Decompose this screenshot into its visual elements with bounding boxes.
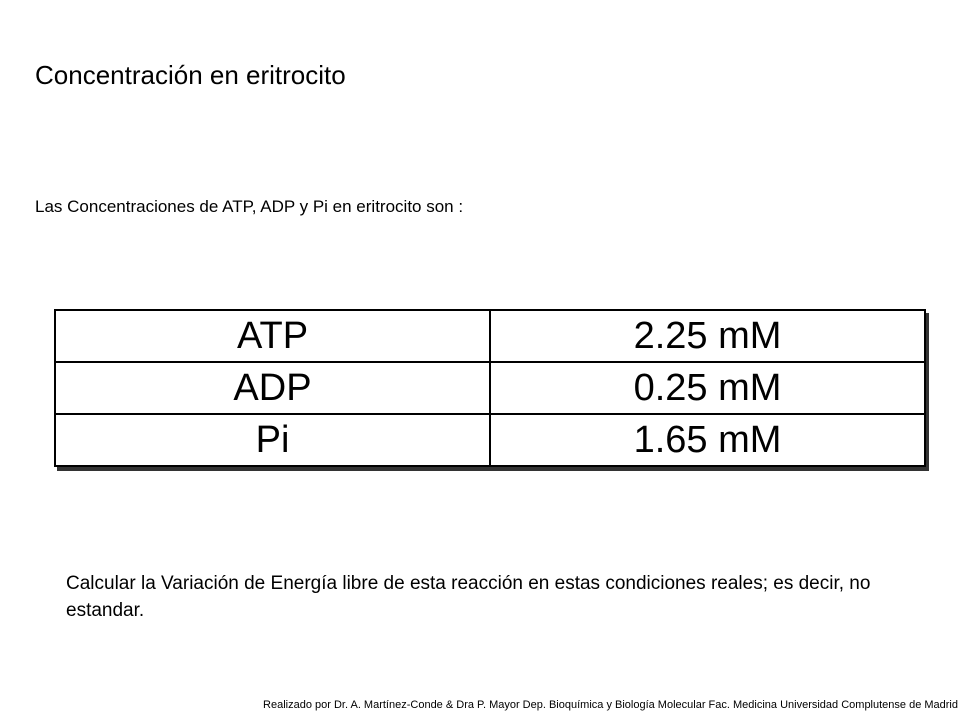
compound-name-cell: ATP	[55, 310, 490, 362]
concentration-value-cell: 2.25 mM	[490, 310, 925, 362]
slide-title: Concentración en eritrocito	[35, 60, 346, 90]
table-row-adp	[55, 362, 925, 414]
question-text: Calcular la Variación de Energía libre de esta reacción en estas condiciones reales; es decir, no estandar.	[66, 573, 871, 621]
intro-text: Las Concentraciones de ATP, ADP y Pi en eritrocito son :	[35, 197, 464, 216]
concentration-value-cell: 1.65 mM	[490, 414, 925, 466]
footer-credit: Realizado por Dr. A. Martínez-Conde & Dra P. Mayor Dep. Bioquímica y Biología Molecular Fac. Medicina Universidad Complutense de Madrid	[263, 699, 958, 711]
compound-name-cell: Pi	[55, 414, 490, 466]
table-row-atp	[55, 310, 925, 362]
compound-name-cell: ADP	[55, 362, 490, 414]
concentration-value-cell: 0.25 mM	[490, 362, 925, 414]
concentration-table	[54, 309, 926, 467]
table-row-pi	[55, 414, 925, 466]
